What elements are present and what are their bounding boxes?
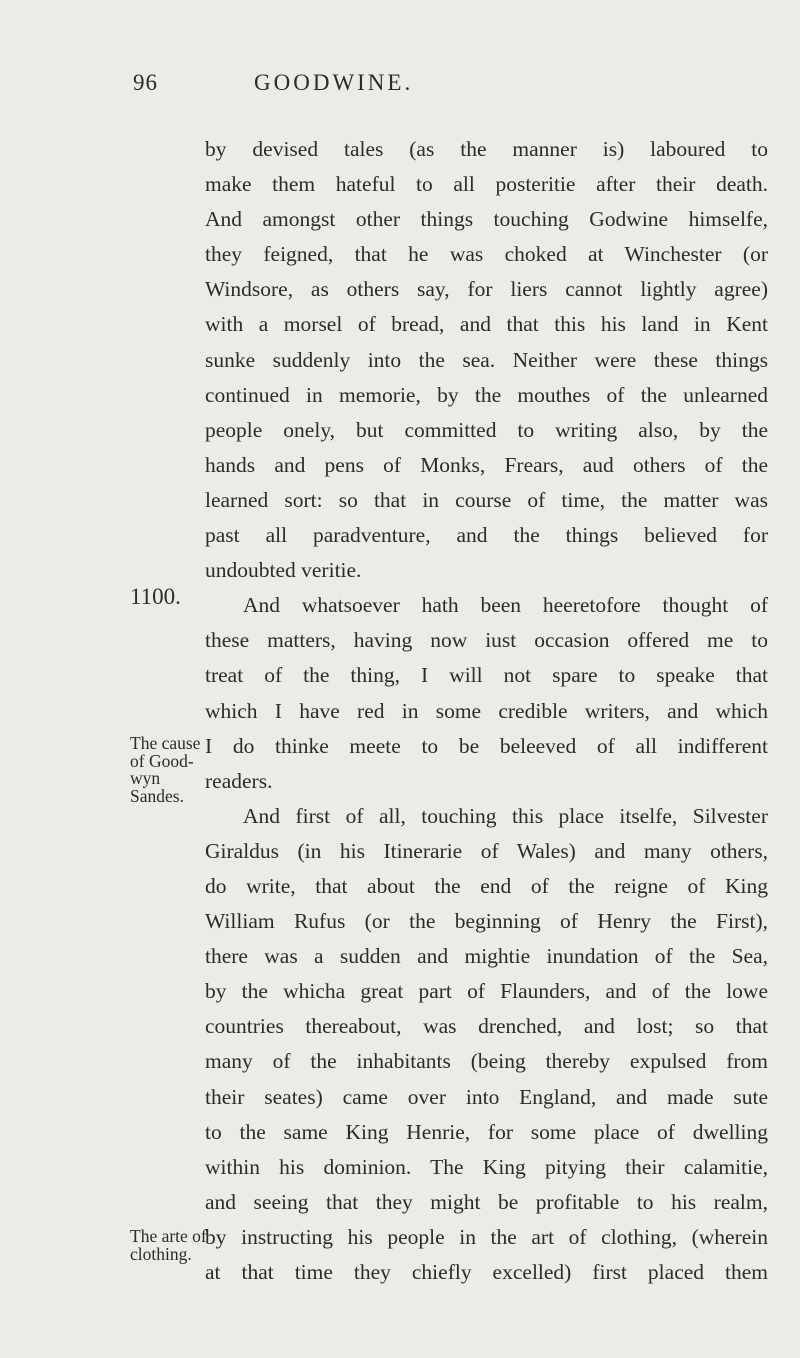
- text-line: people onely, but committed to writing also, by the: [205, 417, 768, 442]
- text-line: readers.: [205, 768, 273, 793]
- text-line: past all paradventure, and the things believed for: [205, 523, 768, 548]
- margin-note-line: Sandes.: [130, 785, 184, 806]
- text-line: undoubted veritie.: [205, 558, 362, 583]
- margin-note-cause: [130, 735, 200, 805]
- text-line: within his dominion. The King pitying their calamitie,: [205, 1154, 768, 1179]
- text-line: hands and pens of Monks, Frears, aud others of the: [205, 452, 768, 477]
- text-line: And first of all, touching this place itselfe, Silvester: [243, 803, 768, 828]
- text-line: Giraldus (in his Itinerarie of Wales) and many others,: [205, 838, 768, 863]
- text-line: And whatsoever hath been heeretofore thought of: [243, 593, 768, 618]
- text-line: many of the inhabitants (being thereby expulsed from: [205, 1049, 768, 1074]
- text-line: which I have red in some credible writers, and which: [205, 698, 768, 723]
- margin-note-line: The cause: [130, 733, 201, 753]
- text-line: countries thereabout, was drenched, and lost; so that: [205, 1014, 768, 1039]
- margin-note-line: The arte of: [130, 1226, 207, 1246]
- text-line: their seates) came over into England, and made sute: [205, 1084, 768, 1109]
- margin-year-text: 1100.: [130, 584, 181, 609]
- text-line: by devised tales (as the manner is) laboured to: [205, 137, 768, 161]
- page-header: [0, 70, 800, 104]
- margin-note-line: clothing.: [130, 1243, 192, 1264]
- text-line: they feigned, that he was choked at Winchester (or: [205, 242, 768, 267]
- text-line: treat of the thing, I will not spare to speake that: [205, 663, 768, 688]
- margin-note-line: of Good-: [130, 750, 194, 771]
- text-line: by the whicha great part of Flaunders, and of the lowe: [205, 979, 768, 1004]
- text-line: these matters, having now iust occasion offered me to: [205, 628, 768, 653]
- text-line: with a morsel of bread, and that this his land in Kent: [205, 312, 768, 337]
- text-line: learned sort: so that in course of time, the matter was: [205, 487, 768, 512]
- text-line: William Rufus (or the beginning of Henry the First),: [205, 909, 768, 934]
- margin-year: [130, 584, 181, 609]
- text-line: to the same King Henrie, for some place of dwelling: [205, 1119, 768, 1144]
- running-title: GOODWINE.: [254, 70, 414, 95]
- text-line: sunke suddenly into the sea. Neither were these things: [205, 347, 768, 372]
- text-line: And amongst other things touching Godwine himselfe,: [205, 207, 768, 232]
- margin-note-clothing: [130, 1228, 207, 1263]
- text-line: and seeing that they might be profitable to his realm,: [205, 1189, 768, 1214]
- text-line: there was a sudden and mightie inundation of the Sea,: [205, 944, 768, 969]
- margin-note-line: wyn: [130, 768, 161, 788]
- body-text: [205, 132, 768, 1290]
- text-line: at that time they chiefly excelled) first placed them: [205, 1260, 768, 1284]
- page-number: 96: [133, 70, 158, 95]
- text-line: do write, that about the end of the reigne of King: [205, 873, 768, 898]
- text-line: continued in memorie, by the mouthes of the unlearned: [205, 382, 768, 407]
- text-line: Windsore, as others say, for liers cannot lightly agree): [205, 277, 768, 302]
- text-line: by instructing his people in the art of clothing, (wherein: [205, 1224, 768, 1249]
- text-line: I do thinke meete to be beleeved of all indifferent: [205, 733, 768, 758]
- text-line: make them hateful to all posteritie after their death.: [205, 172, 768, 197]
